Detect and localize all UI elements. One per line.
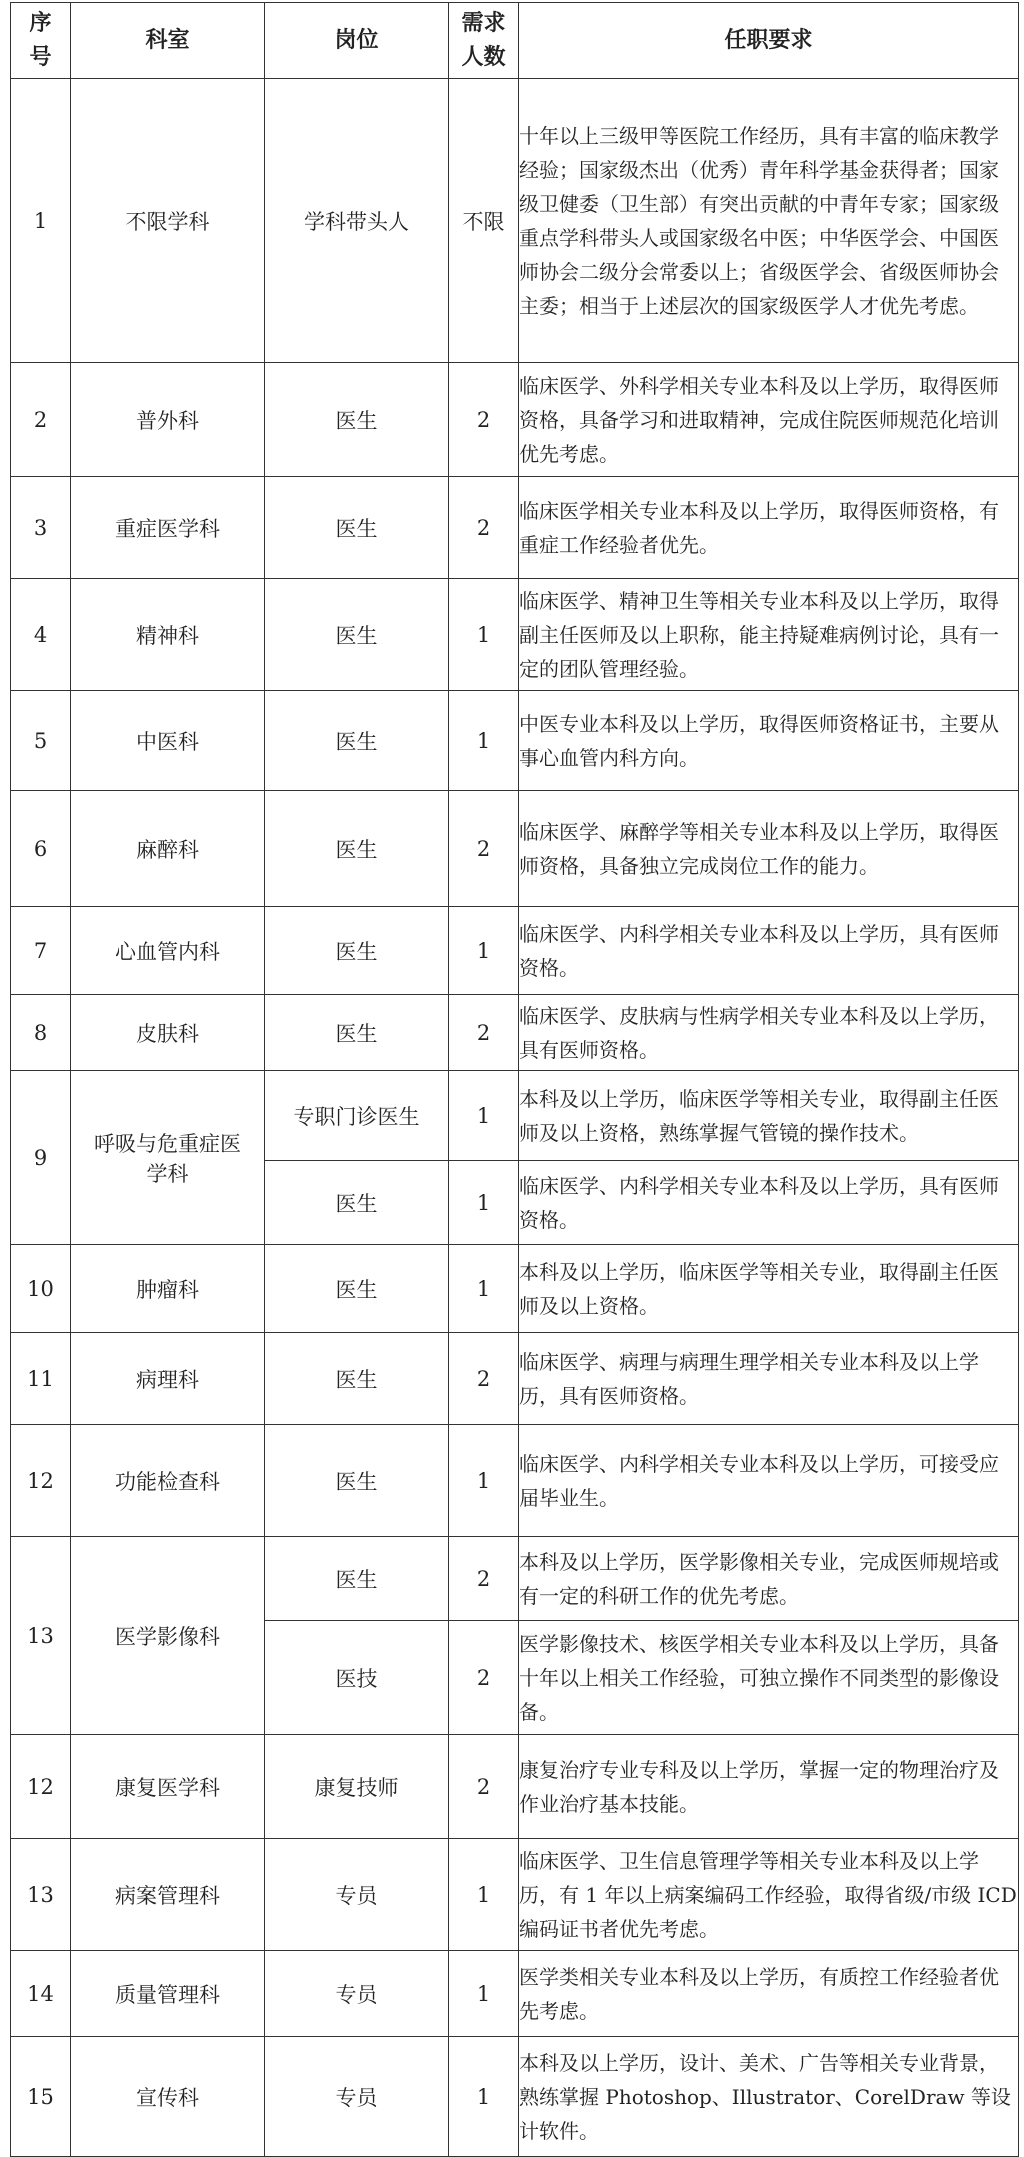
header-dept: 科室 [71,3,265,79]
cell-seq: 3 [11,477,71,579]
cell-seq: 13 [11,1537,71,1735]
cell-dept: 康复医学科 [71,1735,265,1839]
cell-post: 医生 [265,1161,449,1245]
cell-req: 康复治疗专业专科及以上学历，掌握一定的物理治疗及作业治疗基本技能。 [519,1735,1019,1839]
cell-req: 本科及以上学历，设计、美术、广告等相关专业背景，熟练掌握 Photoshop、Illustrator、CorelDraw 等设计软件。 [519,2037,1019,2157]
table-row [11,691,1019,791]
table-row [11,907,1019,995]
cell-seq: 15 [11,2037,71,2157]
cell-post: 医生 [265,477,449,579]
header-count-line-1: 需求 [461,10,506,36]
cell-count: 2 [449,1537,519,1621]
recruitment-table [10,2,1019,2157]
cell-count: 2 [449,1735,519,1839]
cell-dept: 皮肤科 [71,995,265,1071]
cell-seq: 13 [11,1839,71,1951]
cell-req: 临床医学相关专业本科及以上学历，取得医师资格，有重症工作经验者优先。 [519,477,1019,579]
cell-post: 学科带头人 [265,79,449,363]
cell-dept: 病理科 [71,1333,265,1425]
cell-dept: 医学影像科 [71,1537,265,1735]
cell-seq: 14 [11,1951,71,2037]
cell-post: 医生 [265,1245,449,1333]
cell-req: 临床医学、外科学相关专业本科及以上学历，取得医师资格，具备学习和进取精神，完成住院医师规范化培训优先考虑。 [519,363,1019,477]
cell-post: 医生 [265,995,449,1071]
cell-dept: 中医科 [71,691,265,791]
cell-count: 2 [449,477,519,579]
cell-count: 1 [449,691,519,791]
table-row [11,1839,1019,1951]
cell-seq: 1 [11,79,71,363]
table-row [11,1071,1019,1161]
cell-count: 1 [449,579,519,691]
cell-post: 专职门诊医生 [265,1071,449,1161]
header-count [449,3,519,79]
cell-seq: 8 [11,995,71,1071]
header-seq-line-2: 号 [29,44,52,70]
table-row [11,1537,1019,1621]
cell-seq: 9 [11,1071,71,1245]
cell-post: 医生 [265,1425,449,1537]
cell-seq: 7 [11,907,71,995]
cell-post: 医生 [265,1333,449,1425]
cell-count: 2 [449,1621,519,1735]
cell-post: 专员 [265,1951,449,2037]
cell-req: 本科及以上学历，医学影像相关专业，完成医师规培或有一定的科研工作的优先考虑。 [519,1537,1019,1621]
cell-req: 临床医学、皮肤病与性病学相关专业本科及以上学历，具有医师资格。 [519,995,1019,1071]
header-seq [11,3,71,79]
header-count-line-2: 人数 [461,44,506,70]
cell-dept: 功能检查科 [71,1425,265,1537]
cell-count: 2 [449,1333,519,1425]
cell-count: 1 [449,1951,519,2037]
cell-count: 1 [449,1839,519,1951]
cell-seq: 5 [11,691,71,791]
table-row [11,1951,1019,2037]
cell-seq: 2 [11,363,71,477]
cell-count: 1 [449,1161,519,1245]
cell-req: 医学影像技术、核医学相关专业本科及以上学历，具备十年以上相关工作经验，可独立操作不同类型的影像设备。 [519,1621,1019,1735]
cell-dept: 呼吸与危重症医学科 [71,1071,265,1245]
cell-req: 医学类相关专业本科及以上学历，有质控工作经验者优先考虑。 [519,1951,1019,2037]
table-row [11,1735,1019,1839]
cell-count: 2 [449,995,519,1071]
cell-post: 医生 [265,907,449,995]
table-row [11,995,1019,1071]
cell-req: 临床医学、卫生信息管理学等相关专业本科及以上学历，有 1 年以上病案编码工作经验，取得省级/市级 ICD 编码证书者优先考虑。 [519,1839,1019,1951]
cell-dept: 肿瘤科 [71,1245,265,1333]
header-row [11,3,1019,79]
cell-post: 医生 [265,579,449,691]
cell-dept: 普外科 [71,363,265,477]
cell-req: 临床医学、精神卫生等相关专业本科及以上学历，取得副主任医师及以上职称，能主持疑难病例讨论，具有一定的团队管理经验。 [519,579,1019,691]
cell-post: 医生 [265,363,449,477]
cell-req: 临床医学、病理与病理生理学相关专业本科及以上学历，具有医师资格。 [519,1333,1019,1425]
cell-count: 1 [449,1071,519,1161]
cell-count: 2 [449,791,519,907]
cell-req: 临床医学、麻醉学等相关专业本科及以上学历，取得医师资格，具备独立完成岗位工作的能力。 [519,791,1019,907]
cell-post: 康复技师 [265,1735,449,1839]
cell-count: 1 [449,2037,519,2157]
cell-req: 临床医学、内科学相关专业本科及以上学历，具有医师资格。 [519,907,1019,995]
cell-post: 医生 [265,691,449,791]
cell-post: 医技 [265,1621,449,1735]
cell-seq: 4 [11,579,71,691]
table-row [11,1245,1019,1333]
cell-count: 1 [449,1425,519,1537]
header-seq-line-1: 序 [29,10,52,36]
cell-seq: 10 [11,1245,71,1333]
table-row [11,477,1019,579]
cell-count: 不限 [449,79,519,363]
cell-post: 专员 [265,1839,449,1951]
cell-dept: 不限学科 [71,79,265,363]
cell-dept: 重症医学科 [71,477,265,579]
table-row [11,1333,1019,1425]
cell-dept: 宣传科 [71,2037,265,2157]
cell-post: 医生 [265,1537,449,1621]
cell-seq: 11 [11,1333,71,1425]
table-row [11,579,1019,691]
cell-dept: 质量管理科 [71,1951,265,2037]
cell-seq: 12 [11,1735,71,1839]
table-row [11,791,1019,907]
cell-req: 临床医学、内科学相关专业本科及以上学历，具有医师资格。 [519,1161,1019,1245]
cell-seq: 12 [11,1425,71,1537]
cell-post: 专员 [265,2037,449,2157]
cell-dept: 病案管理科 [71,1839,265,1951]
cell-post: 医生 [265,791,449,907]
cell-dept: 心血管内科 [71,907,265,995]
table-row [11,363,1019,477]
cell-count: 1 [449,1245,519,1333]
cell-req: 十年以上三级甲等医院工作经历，具有丰富的临床教学经验；国家级杰出（优秀）青年科学基金获得者；国家级卫健委（卫生部）有突出贡献的中青年专家；国家级重点学科带头人或国家级名中医；中华医学会、中国医师协会二级分会常委以上；省级医学会、省级医师协会主委；相当于上述层次的国家级医学人才优先考虑。 [519,79,1019,363]
cell-req: 中医专业本科及以上学历，取得医师资格证书，主要从事心血管内科方向。 [519,691,1019,791]
cell-seq: 6 [11,791,71,907]
cell-dept: 麻醉科 [71,791,265,907]
cell-req: 临床医学、内科学相关专业本科及以上学历，可接受应届毕业生。 [519,1425,1019,1537]
cell-count: 2 [449,363,519,477]
table-row [11,2037,1019,2157]
table-row [11,1425,1019,1537]
header-post: 岗位 [265,3,449,79]
cell-req: 本科及以上学历，临床医学等相关专业，取得副主任医师及以上资格，熟练掌握气管镜的操作技术。 [519,1071,1019,1161]
cell-dept: 精神科 [71,579,265,691]
table-row [11,79,1019,363]
cell-count: 1 [449,907,519,995]
cell-req: 本科及以上学历，临床医学等相关专业，取得副主任医师及以上资格。 [519,1245,1019,1333]
header-req: 任职要求 [519,3,1019,79]
